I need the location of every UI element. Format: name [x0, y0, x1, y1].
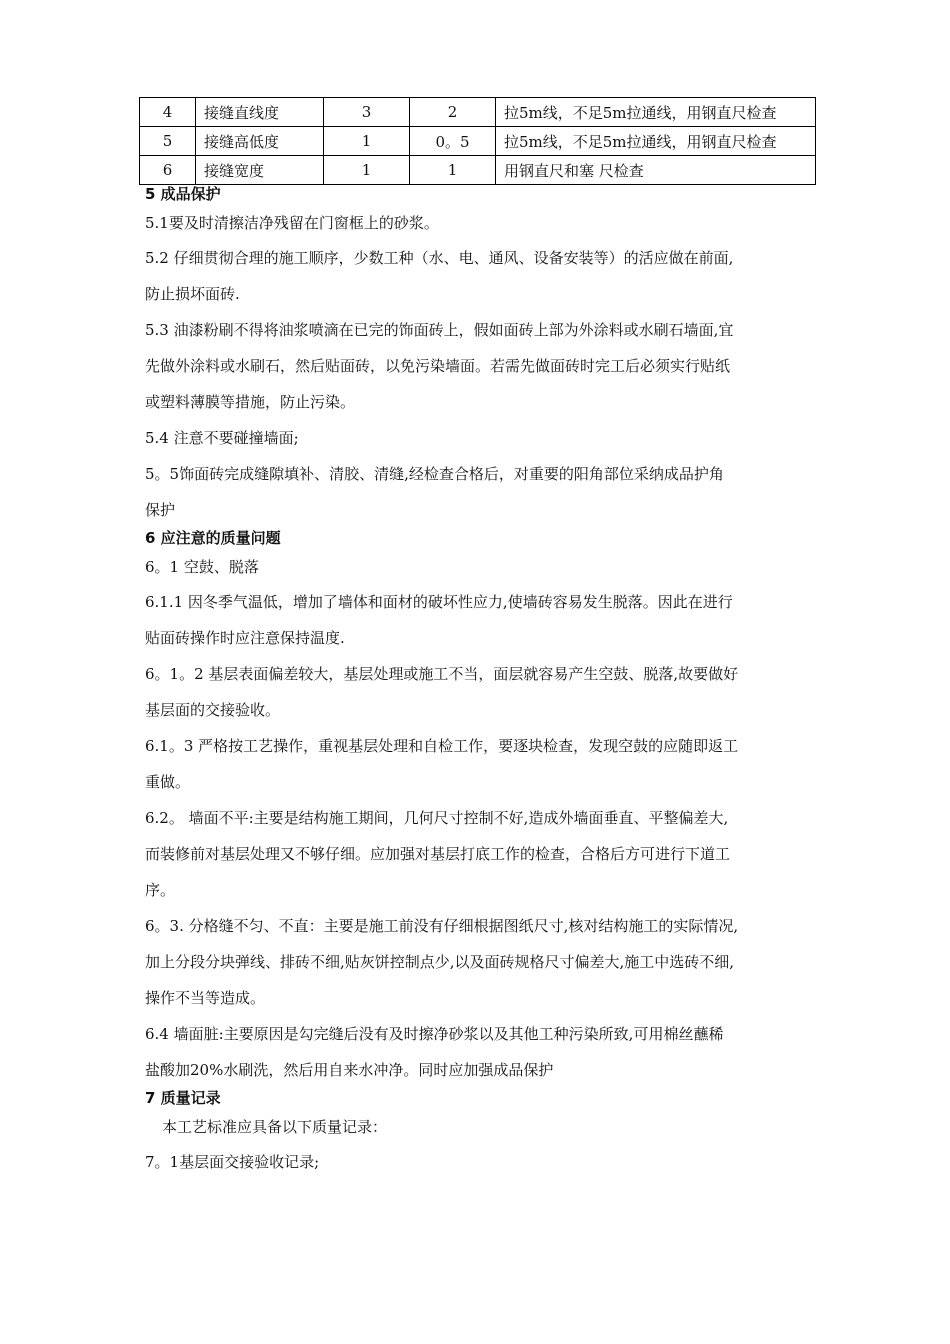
row-item: 接缝直线度: [196, 98, 324, 127]
paragraph-line: 5。5饰面砖完成缝隙填补、清胶、清缝,经检查合格后，对重要的阳角部位采纳成品护角: [145, 465, 724, 483]
row-number: 4: [140, 98, 196, 127]
section-5-heading: 5 成品保护: [145, 185, 221, 203]
row-value-1: 1: [324, 156, 410, 185]
paragraph-line: 而装修前对基层处理又不够仔细。应加强对基层打底工作的检查，合格后方可进行下道工: [145, 845, 731, 863]
row-item: 接缝高低度: [196, 127, 324, 156]
paragraph-line: 重做。: [145, 773, 191, 791]
paragraph-line: 6.1。3 严格按工艺操作，重视基层处理和自检工作，要逐块检查，发现空鼓的应随即返工: [145, 737, 739, 755]
paragraph-line: 6。1。2 基层表面偏差较大，基层处理或施工不当，面层就容易产生空鼓、脱落,故要做好: [145, 665, 739, 683]
paragraph-line: 7。1基层面交接验收记录;: [145, 1153, 320, 1171]
paragraph-line: 先做外涂料或水刷石，然后贴面砖，以免污染墙面。若需先做面砖时完工后必须实行贴纸: [145, 357, 731, 375]
paragraph-line: 盐酸加20%水刷洗，然后用自来水冲净。同时应加强成品保护: [145, 1061, 554, 1079]
paragraph-line: 6。1 空鼓、脱落: [145, 558, 259, 576]
paragraph-line: 基层面的交接验收。: [145, 701, 281, 719]
tolerance-table: [139, 97, 816, 185]
row-number: 5: [140, 127, 196, 156]
row-value-2: 2: [410, 98, 496, 127]
paragraph-line: 6.2。 墙面不平:主要是结构施工期间，几何尺寸控制不好,造成外墙面垂直、平整偏差大,: [145, 809, 729, 827]
paragraph-line: 6.4 墙面脏:主要原因是勾完缝后没有及时擦净砂浆以及其他工种污染所致,可用棉丝蘸稀: [145, 1025, 724, 1043]
paragraph-line: 保护: [145, 501, 176, 519]
row-method: 拉5m线，不足5m拉通线，用钢直尺检查: [496, 98, 816, 127]
document-body: [145, 184, 815, 1180]
row-item: 接缝宽度: [196, 156, 324, 185]
section-6-heading: 6 应注意的质量问题: [145, 529, 281, 547]
table-row: [140, 156, 816, 185]
paragraph-line: 防止损坏面砖.: [145, 285, 240, 303]
row-value-2: 1: [410, 156, 496, 185]
row-value-1: 1: [324, 127, 410, 156]
paragraph-line: 加上分段分块弹线、排砖不细,贴灰饼控制点少,以及面砖规格尺寸偏差大,施工中选砖不细,: [145, 953, 735, 971]
row-value-1: 3: [324, 98, 410, 127]
paragraph-line: 操作不当等造成。: [145, 989, 266, 1007]
paragraph-line: 序。: [145, 881, 176, 899]
paragraph-line: 5.1要及时清擦洁净残留在门窗框上的砂浆。: [145, 214, 439, 232]
table-row: [140, 98, 816, 127]
row-method: 拉5m线，不足5m拉通线，用钢直尺检查: [496, 127, 816, 156]
paragraph-line: 本工艺标准应具备以下质量记录：: [162, 1118, 388, 1136]
paragraph-line: 5.4 注意不要碰撞墙面;: [145, 429, 299, 447]
row-value-2: 0。5: [410, 127, 496, 156]
paragraph-line: 贴面砖操作时应注意保持温度.: [145, 629, 345, 647]
row-method: 用钢直尺和塞 尺检查: [496, 156, 816, 185]
row-number: 6: [140, 156, 196, 185]
paragraph-line: 6.1.1 因冬季气温低，增加了墙体和面材的破坏性应力,使墙砖容易发生脱落。因此在进行: [145, 593, 733, 611]
paragraph-line: 5.2 仔细贯彻合理的施工顺序，少数工种（水、电、通风、设备安装等）的活应做在前面,: [145, 249, 734, 267]
table-row: [140, 127, 816, 156]
section-7-heading: 7 质量记录: [145, 1089, 221, 1107]
paragraph-line: 5.3 油漆粉刷不得将油浆喷滴在已完的饰面砖上，假如面砖上部为外涂料或水刷石墙面,宜: [145, 321, 734, 339]
paragraph-line: 6。3. 分格缝不匀、不直：主要是施工前没有仔细根据图纸尺寸,核对结构施工的实际情况,: [145, 917, 739, 935]
paragraph-line: 或塑料薄膜等措施，防止污染。: [145, 393, 356, 411]
